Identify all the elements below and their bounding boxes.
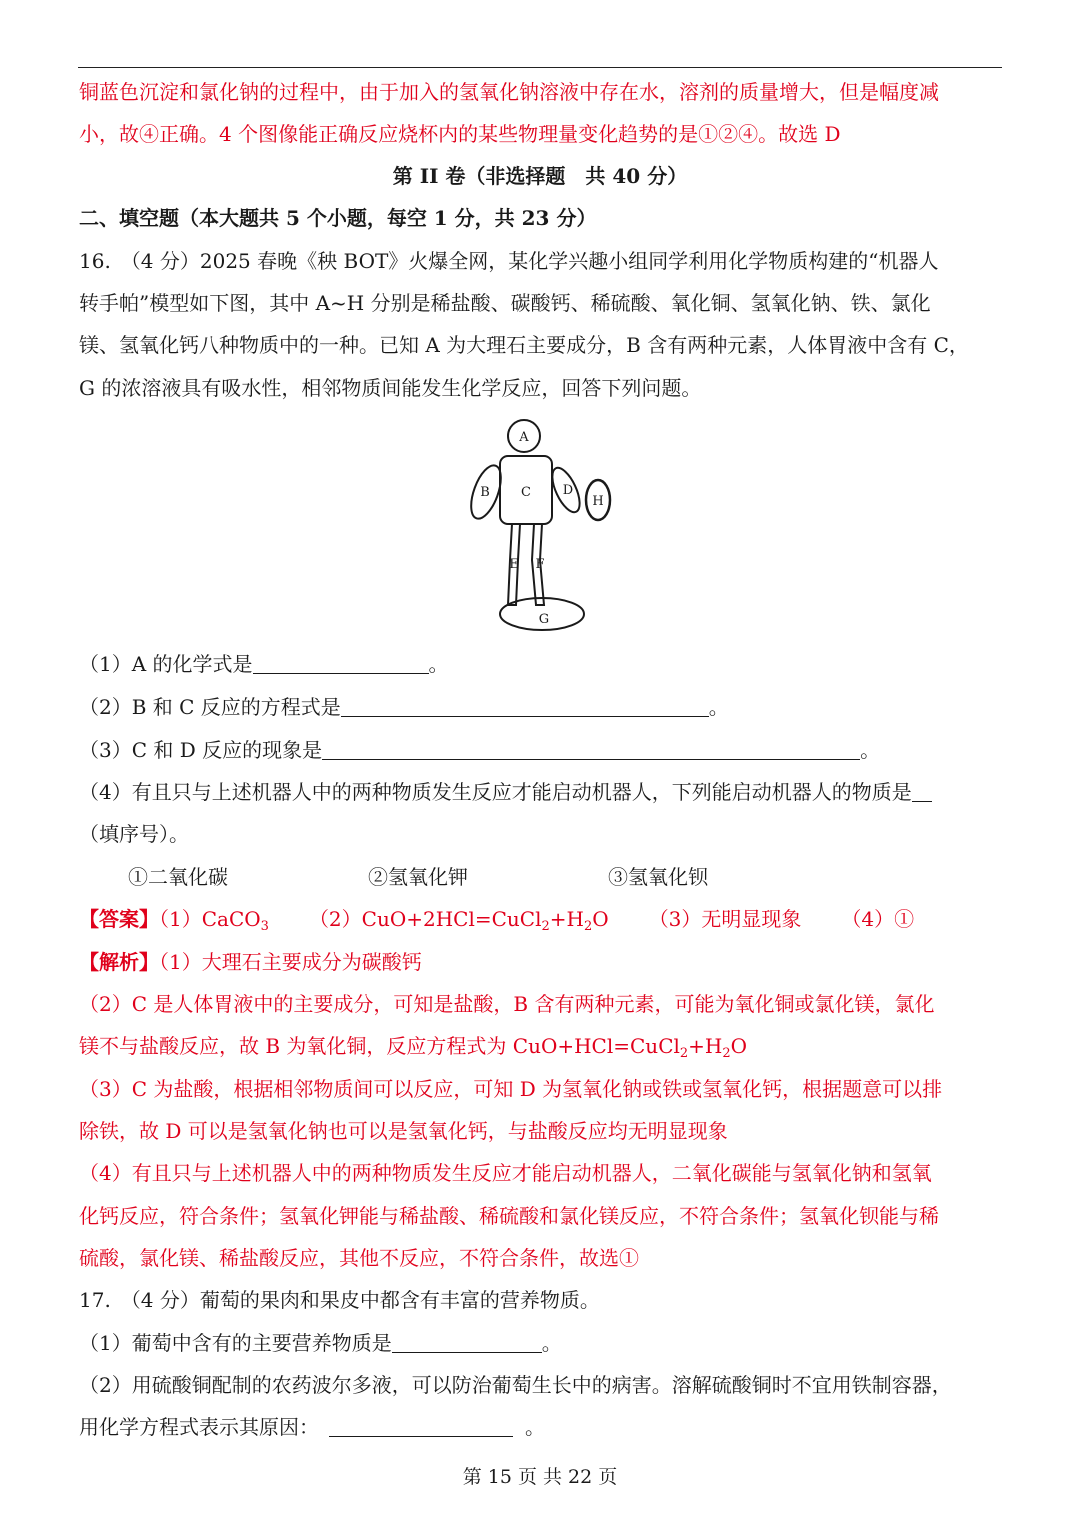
analysis-2-line-2: 镁不与盐酸反应，故 B 为氧化铜，反应方程式为 $CuO+HCl=CuCl_2+H_2O$: [79, 1034, 748, 1061]
answer-blank[interactable]: [329, 1416, 513, 1437]
label-c: C: [521, 485, 531, 500]
prev-answer-line-2: 小，故④正确。4 个图像能正确反应烧杯内的某些物理量变化趋势的是①②④。故选 D: [79, 122, 841, 146]
analysis-4-line-1: （4）有且只与上述机器人中的两种物质发生反应才能启动机器人，二氧化碳能与氢氧化钠和氢氧: [79, 1161, 932, 1185]
page-footer: 第 15 页 共 22 页: [462, 1466, 618, 1488]
q16-sub-4-line-2: （填序号）。: [79, 822, 189, 846]
analysis-1: 【解析】（1）大理石主要成分为碳酸钙: [79, 950, 422, 974]
prev-answer-line-1: 铜蓝色沉淀和氯化钠的过程中，由于加入的氢氧化钠溶液中存在水，溶剂的质量增大，但是幅度减: [79, 80, 939, 104]
q17-line-1: 17. （4 分）葡萄的果肉和果皮中都含有丰富的营养物质。: [79, 1288, 600, 1312]
q16-sub-4-line-1: （4）有且只与上述机器人中的两种物质发生反应才能启动机器人，下列能启动机器人的物质是: [79, 777, 1005, 807]
answer-line: 【答案】（1）CaCO$_3$ $(2)CuO+2HCl=CuCl_2+H_2O$ （3）无明显现象 （4）①: [79, 907, 915, 934]
q16-line-4: G 的浓溶液具有吸水性，相邻物质间能发生化学反应，回答下列问题。: [79, 376, 702, 400]
q16-sub-3: （3）C 和 D 反应的现象是 。: [79, 738, 881, 762]
label-e: E: [509, 557, 519, 572]
analysis-3-line-2: 除铁，故 D 可以是氢氧化钠也可以是氢氧化钙，与盐酸反应均无明显现象: [79, 1119, 728, 1143]
answer-blank[interactable]: [341, 696, 709, 717]
section-title: 第 II 卷（非选择题 共 40 分）: [392, 164, 688, 188]
analysis-4-line-3: 硫酸，氯化镁、稀盐酸反应，其他不反应，不符合条件，故选①: [79, 1246, 639, 1270]
option-3: ③氢氧化钡: [608, 865, 708, 889]
label-a: A: [519, 430, 529, 445]
robot-diagram: [460, 410, 620, 640]
q16-line-2: 转手帕”模型如下图，其中 A~H 分别是稀盐酸、碳酸钙、稀硫酸、氧化铜、氢氧化钠、铁、氯化: [79, 291, 931, 315]
header-rule: [78, 67, 1002, 68]
q16-line-3: 镁、氢氧化钙八种物质中的一种。已知 A 为大理石主要成分，B 含有两种元素，人体胃液中含有 C，: [79, 333, 969, 357]
q16-sub-1: （1）A 的化学式是 。: [79, 652, 449, 676]
answer-blank[interactable]: [392, 1332, 542, 1353]
label-d: D: [562, 483, 574, 498]
q17-sub-1: （1）葡萄中含有的主要营养物质是 。: [79, 1331, 562, 1355]
q16-line-1: 16. （4 分）2025 春晚《秧 BOT》火爆全网，某化学兴趣小组同学利用化学物质构建的“机器人: [79, 249, 939, 273]
answer-blank[interactable]: [322, 739, 860, 760]
analysis-3-line-1: （3）C 为盐酸，根据相邻物质间可以反应，可知 D 为氢氧化钠或铁或氢氧化钙，根据题意可以排: [79, 1077, 943, 1101]
label-h: H: [592, 494, 604, 509]
label-b: B: [480, 485, 490, 500]
answer-blank[interactable]: [253, 653, 429, 674]
option-2: ②氢氧化钾: [368, 865, 468, 889]
q16-sub-2: （2）B 和 C 反应的方程式是 。: [79, 695, 729, 719]
option-1: ①二氧化碳: [128, 865, 228, 889]
answer-blank[interactable]: [912, 781, 932, 802]
analysis-label: 【解析】: [79, 950, 159, 974]
label-f: F: [535, 557, 545, 572]
analysis-2-line-1: （2）C 是人体胃液中的主要成分，可知是盐酸，B 含有两种元素，可能为氧化铜或氯化镁，氯化: [79, 992, 935, 1016]
section-heading: 二、填空题（本大题共 5 个小题，每空 1 分，共 23 分）: [79, 206, 597, 230]
answer-label: 【答案】: [79, 907, 159, 931]
q16-options: [128, 862, 1054, 892]
q17-sub-2-line-1: （2）用硫酸铜配制的农药波尔多液，可以防治葡萄生长中的病害。溶解硫酸铜时不宜用铁制容器，: [79, 1373, 952, 1397]
label-g: G: [538, 612, 550, 627]
analysis-4-line-2: 化钙反应，符合条件；氢氧化钾能与稀盐酸、稀硫酸和氯化镁反应，不符合条件；氢氧化钡能与稀: [79, 1204, 939, 1228]
q17-sub-2-line-2: 用化学方程式表示其原因： 。: [79, 1415, 545, 1439]
